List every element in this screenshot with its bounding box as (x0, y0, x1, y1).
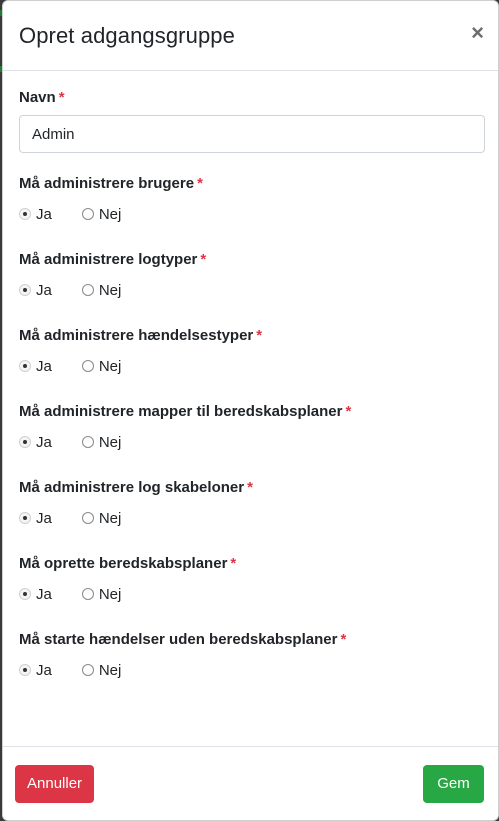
radio-yes-icon[interactable] (19, 208, 31, 220)
permission-label (19, 555, 484, 572)
radio-no-label: Nej (98, 205, 122, 223)
radio-yes-icon[interactable] (19, 284, 31, 296)
radio-no-label: Nej (98, 585, 122, 603)
radio-yes-label: Ja (36, 661, 52, 679)
radio-no[interactable] (82, 662, 122, 679)
permission-field (19, 403, 484, 452)
permission-label (19, 251, 484, 268)
radio-yes-label: Ja (36, 585, 52, 603)
permission-radio-group (19, 584, 484, 604)
radio-yes-icon[interactable] (19, 664, 31, 676)
permission-field (19, 631, 484, 680)
required-marker: * (58, 89, 65, 106)
permission-label-text: Må administrere brugere (19, 175, 195, 192)
radio-yes-label: Ja (36, 509, 52, 527)
radio-no-label: Nej (98, 357, 122, 375)
modal-body (3, 71, 498, 680)
radio-no-label: Nej (98, 433, 122, 451)
name-label (19, 89, 484, 106)
radio-yes-label: Ja (36, 433, 52, 451)
radio-yes[interactable] (19, 510, 52, 527)
radio-no[interactable] (82, 282, 122, 299)
cancel-button[interactable]: Annuller (15, 765, 94, 803)
permission-radio-group (19, 280, 484, 300)
modal-header (3, 1, 498, 71)
permission-label (19, 403, 484, 420)
radio-no-icon[interactable] (82, 208, 94, 220)
permission-label-text: Må administrere mapper til beredskabsplaner (19, 403, 343, 420)
permission-label-text: Må starte hændelser uden beredskabsplaner (19, 631, 338, 648)
radio-no[interactable] (82, 206, 122, 223)
permission-field (19, 555, 484, 604)
radio-yes-icon[interactable] (19, 360, 31, 372)
radio-no-icon[interactable] (82, 588, 94, 600)
permission-field (19, 175, 484, 224)
radio-no[interactable] (82, 510, 122, 527)
permission-label-text: Må administrere hændelsestyper (19, 327, 254, 344)
radio-no-label: Nej (98, 661, 122, 679)
name-field (19, 89, 484, 153)
permission-radio-group (19, 204, 484, 224)
required-marker: * (200, 251, 207, 268)
radio-yes-icon[interactable] (19, 588, 31, 600)
radio-no-icon[interactable] (82, 360, 94, 372)
radio-yes[interactable] (19, 586, 52, 603)
radio-yes-icon[interactable] (19, 512, 31, 524)
name-label-text: Navn (19, 89, 56, 106)
modal-title: Opret adgangsgruppe (19, 22, 235, 48)
radio-yes[interactable] (19, 434, 52, 451)
radio-yes-label: Ja (36, 357, 52, 375)
permission-label (19, 327, 484, 344)
permission-label-text: Må administrere log skabeloner (19, 479, 245, 496)
radio-no[interactable] (82, 586, 122, 603)
permission-list (19, 175, 484, 680)
permission-field (19, 327, 484, 376)
radio-yes[interactable] (19, 206, 52, 223)
permission-radio-group (19, 660, 484, 680)
modal-footer (3, 746, 498, 820)
radio-no-label: Nej (98, 509, 122, 527)
name-input[interactable] (19, 115, 485, 153)
required-marker: * (340, 631, 347, 648)
radio-no-icon[interactable] (82, 436, 94, 448)
radio-no-icon[interactable] (82, 664, 94, 676)
required-marker: * (345, 403, 352, 420)
save-button[interactable]: Gem (423, 765, 484, 803)
required-marker: * (197, 175, 203, 192)
permission-field (19, 479, 484, 528)
permission-label (19, 631, 484, 648)
permission-label-text: Må oprette beredskabsplaner (19, 555, 228, 572)
required-marker: * (230, 555, 237, 572)
permission-label (19, 175, 484, 192)
radio-no-icon[interactable] (82, 512, 94, 524)
permission-label-text: Må administrere logtyper (19, 251, 198, 268)
permission-radio-group (19, 356, 484, 376)
radio-yes[interactable] (19, 282, 52, 299)
permission-radio-group (19, 508, 484, 528)
radio-no-label: Nej (98, 281, 122, 299)
radio-yes-label: Ja (36, 205, 52, 223)
permission-field (19, 251, 484, 300)
permission-radio-group (19, 432, 484, 452)
required-marker: * (247, 479, 253, 496)
radio-no[interactable] (82, 358, 122, 375)
radio-yes[interactable] (19, 358, 52, 375)
required-marker: * (256, 327, 263, 344)
radio-yes-icon[interactable] (19, 436, 31, 448)
radio-no[interactable] (82, 434, 122, 451)
create-access-group-modal (2, 0, 499, 821)
close-icon[interactable]: × (471, 19, 484, 45)
radio-no-icon[interactable] (82, 284, 94, 296)
radio-yes[interactable] (19, 662, 52, 679)
permission-label (19, 479, 484, 496)
radio-yes-label: Ja (36, 281, 52, 299)
